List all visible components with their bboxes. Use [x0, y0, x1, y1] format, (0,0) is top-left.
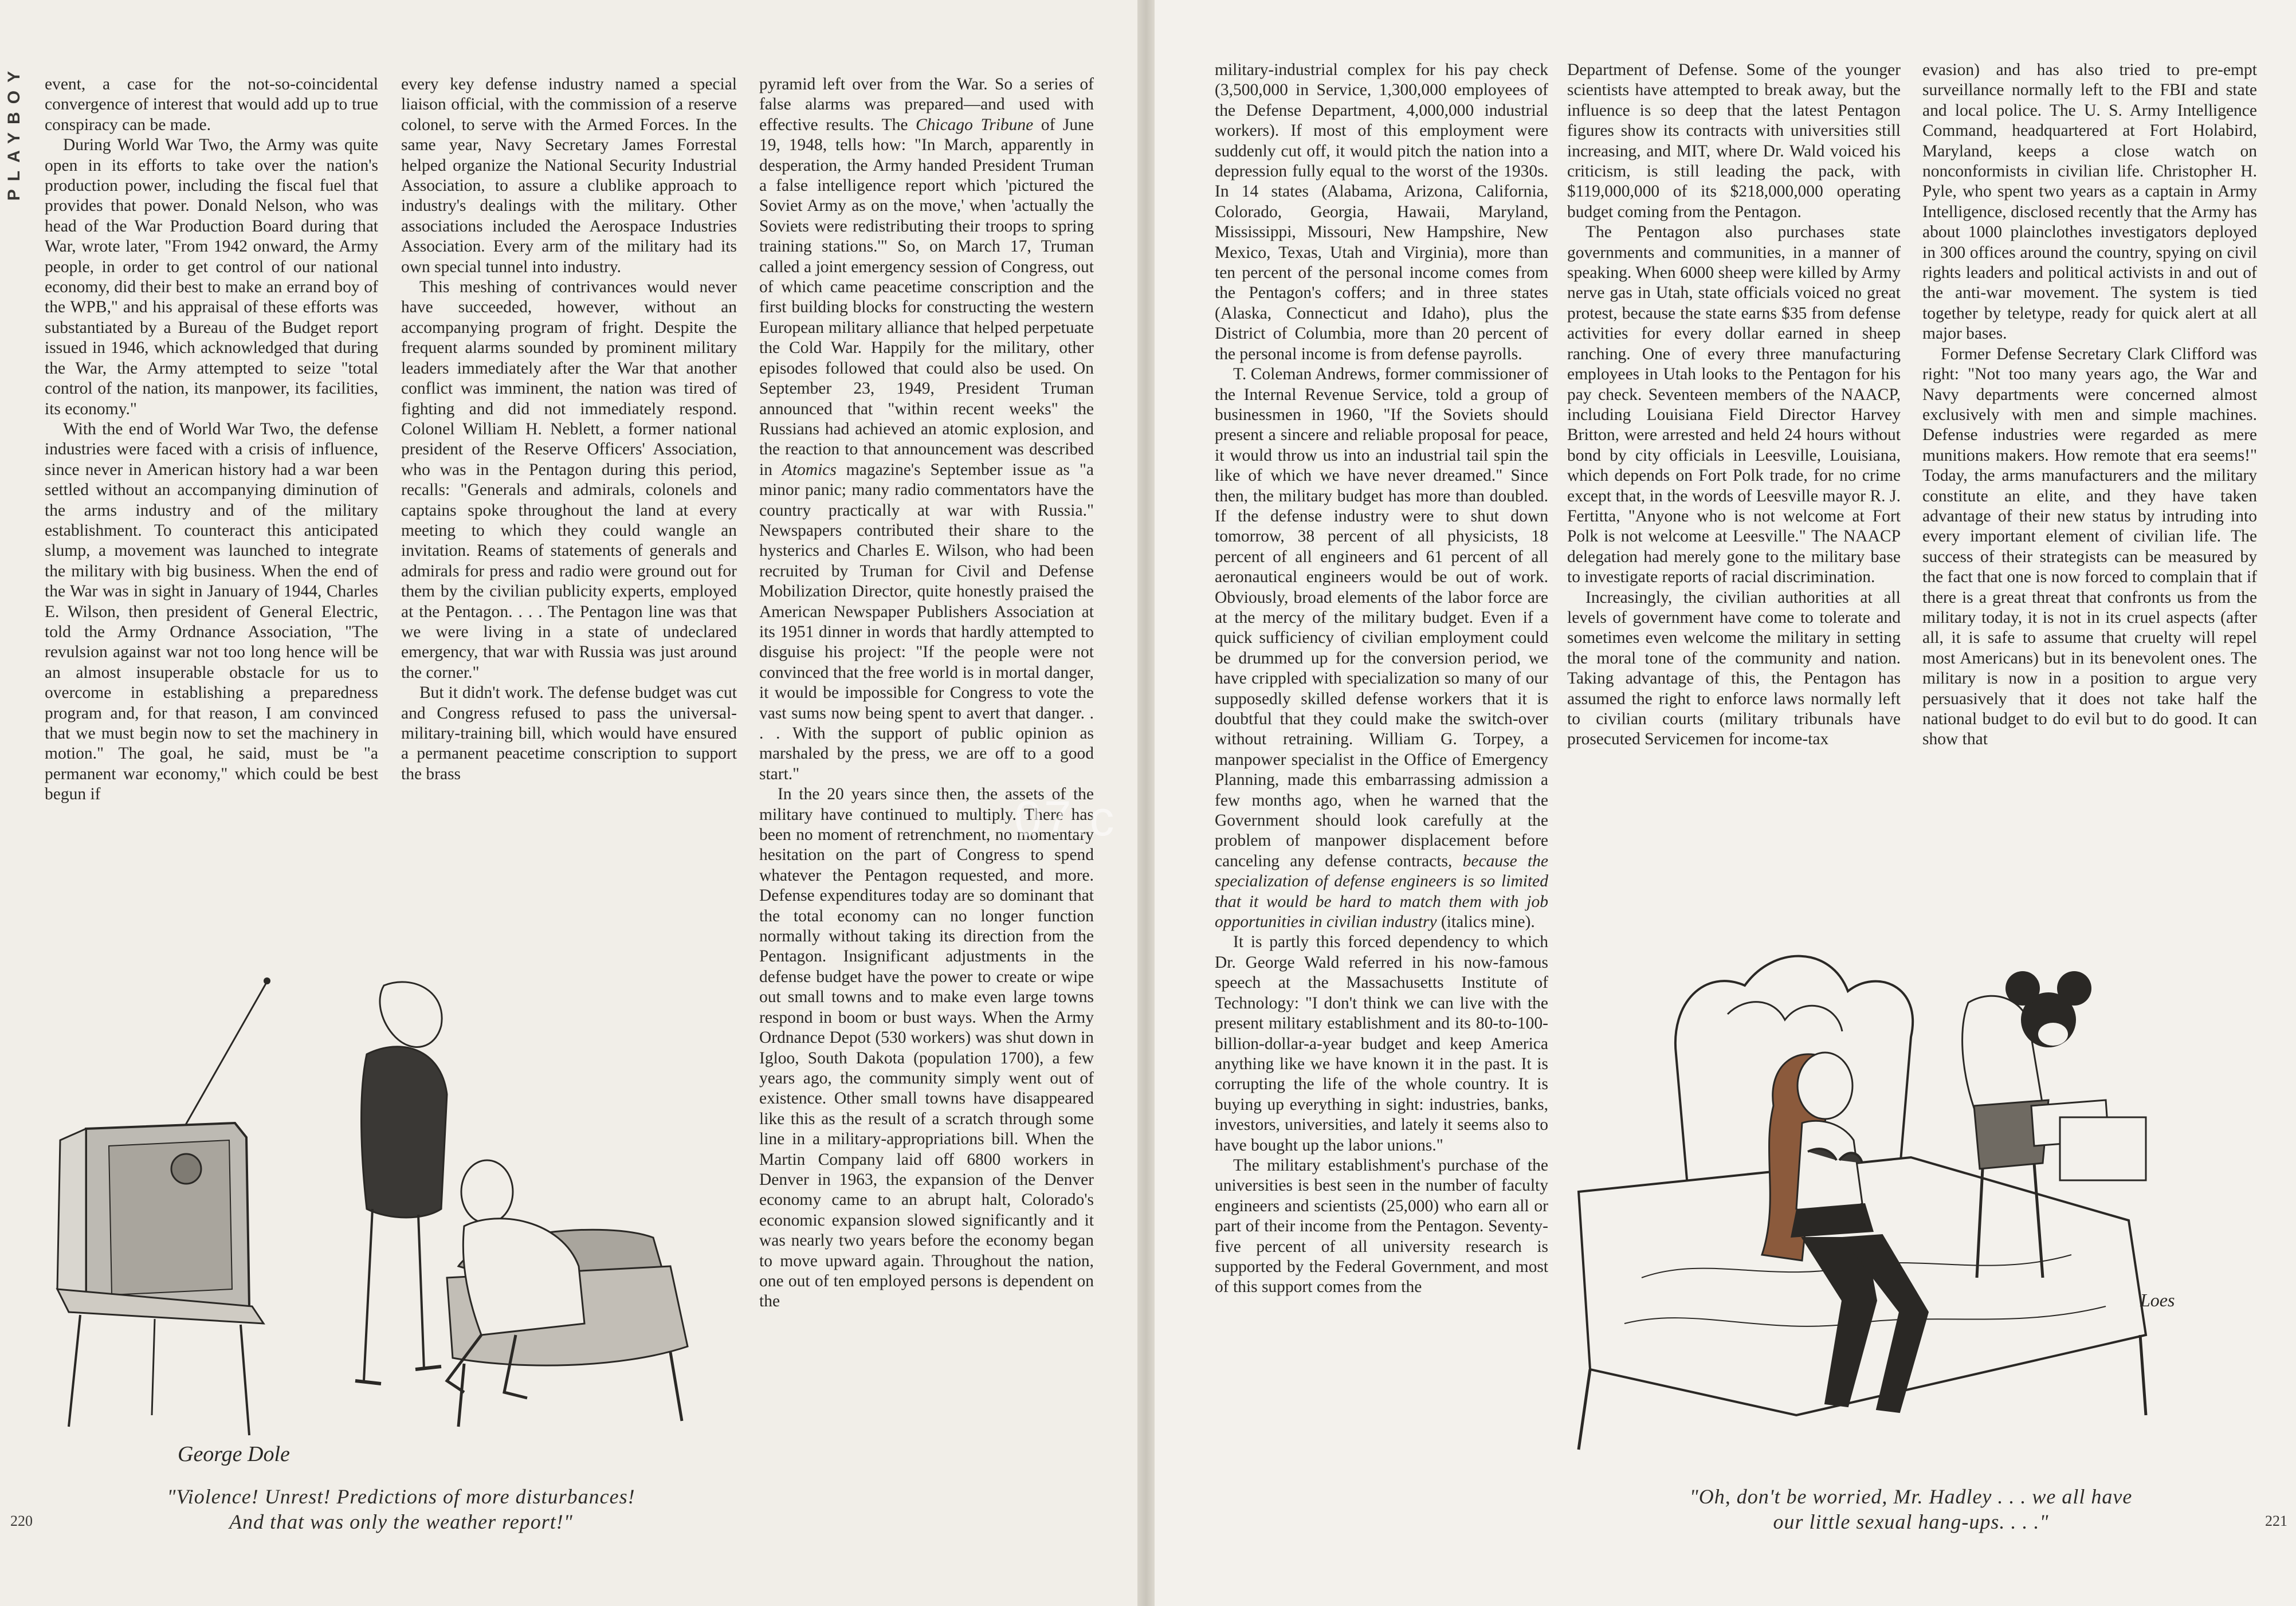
article-column-1	[45, 74, 378, 922]
text-run: magazine's September issue as "a minor panic; many radio commentators have the country practically at war with Russia." Newspapers contributed their share to the hysterics and Charles E. Wilson, who had been recruited by Truman for Civil and Defense Mobilization Director, quite honestly praised the American Newspaper Publishers Association at its 1951 dinner in words that hardly attempted to disguise his project: "If the people were not convinced that the free world is in mortal danger, it would be impossible for Congress to vote the vast sums now being spent to avert that danger. . . . With the support of public opinion as marshaled by the press, we are off to a good start."	[759, 460, 1094, 783]
page-number-right: 221	[2265, 1513, 2287, 1529]
publication-title: Chicago Tribune	[915, 115, 1034, 134]
article-column-2	[401, 74, 737, 922]
text-run: pyramid left over from the War. So a series of false alarms was prepared—and used with effective results. The	[759, 75, 1094, 134]
watermark: 07.c	[1014, 791, 1117, 846]
article-column-5	[1567, 60, 1901, 897]
magazine-masthead: PLAYBOY	[5, 63, 23, 201]
page-gutter	[1137, 0, 1155, 1606]
paragraph: With the end of World War Two, the defense industries were faced with a crisis of influence, since never in American history had a war been settled without an accompanying diminution of the arms industry and of the military establishment. To counteract this anticipated slump, a movement was launched to integrate the military with big business. When the end of the War was in sight in January of 1944, Charles E. Wilson, then president of General Electric, told the Army Ordnance Association, "The revulsion against war not too long hence will be an almost insuperable obstacle for us to overcome in establishing a preparedness program and, for that reason, I am convinced that we must begin now to set the machinery in motion." The goal, he said, must be "a permanent war economy," which could be best begun if	[45, 419, 378, 804]
paragraph: It is partly this forced dependency to which Dr. George Wald referred in his now-famous speech at the Massachusetts Institute of Technology: "I don't think we can live with the present military establishment and its 80-to-100-billion-dollar-a-year budget and keep America anything like we have known it in the past. It is corrupting the life of the whole country. It is buying up everything in sight: industries, banks, investors, universities, and lately it seems also to have bought up the labor unions."	[1215, 933, 1548, 1155]
paragraph: In the 20 years since then, the assets of the military have continued to multiply. There has been no moment of retrenchment, no momentary hesitation on the part of Congress to spend whatever the Pentagon requested, and more. Defense expenditures today are so dominant that the total economy can no longer function normally without taking its direction from the Pentagon. Insignificant adjustments in the defense budget have the power to create or wipe out small towns and to make even large towns respond in boom or bust ways. When the Army Ordnance Depot (530 workers) was shut down in Igloo, South Dakota (population 1700), a few years ago, the community simply went out of existence. Other small towns have disappeared like this as the result of a scratch through some line in a military-appropriations bill. When the Martin Company laid off 6800 workers in Denver in 1963, the expansion of the Denver economy came to an abrupt halt, Colorado's economic expansion slowed significantly and it was nearly two years before the economy began to move upward again. Throughout the nation, one out of ten employed persons is dependent on the	[759, 785, 1094, 1311]
paragraph: military-industrial complex for his pay check (3,500,000 in Service, 1,300,000 employees of the Defense Department, 4,000,000 industrial workers). If most of this employment were suddenly cut off, it would pitch the nation into a depression fully equal to the worst of the 1930s. In 14 states (Alabama, Arizona, California, Colorado, Georgia, Hawaii, Maryland, Mississippi, Missouri, New Hampshire, New Mexico, Texas, Utah and Virginia), more than ten percent of the personal income comes from the Pentagon's coffers; and in three states (Alaska, Connecticut and Idaho), plus the District of Columbia, more than 20 percent of the personal income is from defense payrolls.	[1215, 61, 1548, 363]
bedroom-cartoon	[1556, 934, 2266, 1473]
paragraph: During World War Two, the Army was quite open in its efforts to take over the nation's production power, including the fiscal fuel that provides that power. Donald Nelson, who was head of the War Production Board during that War, wrote later, "From 1942 onward, the Army people, in order to get control of our national economy, did their best to make an errand boy of the WPB," and his appraisal of these efforts was substantiated by a Bureau of the Budget report issued in 1946, which acknowledged that during the War, the Army attempted to seize "total control of the nation, its manpower, its facilities, its economy."	[45, 136, 378, 418]
paragraph: Increasingly, the civilian authorities at all levels of government have come to tolerate and sometimes even welcome the military in setting the moral tone of the community and nation. Taking advantage of this, the Pentagon has assumed the right to enforce laws normally left to civilian courts (military tribunals have prosecuted Servicemen for income-tax	[1567, 588, 1901, 749]
left-page	[0, 0, 1137, 1606]
text-run: T. Coleman Andrews, former commissioner of the Internal Revenue Service, told a group of businessmen in 1960, "If the Soviets should present a sincere and reliable proposal for peace, it would throw us into an industrial tail spin the like of which we have never dreamed." Since then, the military budget has more than doubled. If the defense industry were to shut down tomorrow, 38 percent of all physicists, 18 percent of all engineers and 61 percent of all aeronautical engineers would be out of work. Obviously, broad elements of the labor force are at the mercy of the military budget. Even if a quick sufficiency of civilian employment could be drummed up for the conversion period, we have crippled with specialization so many of our supposedly skilled defense workers that it is doubtful that they could make the switch-over without retraining. William G. Torpey, a manpower specialist in the Office of Emergency Planning, made this embarrassing admission a few months ago, when he warned that the Government should look carefully at the problem of manpower displacement before canceling any defense contracts,	[1215, 365, 1548, 870]
caption-line: "Oh, don't be worried, Mr. Hadley . . . we all have	[1689, 1485, 2133, 1508]
italic-quote: because the specialization of defense engineers is so limited that it would be hard to match them with job opportunities in civilian industry	[1215, 851, 1548, 932]
paragraph: The Pentagon also purchases state governments and communities, in a manner of speaking. When 6000 sheep were killed by Army nerve gas in Utah, state officials voiced no great protest, because the state earns $35 from defense activities for every dollar earned in sheep ranching. One of every three manufacturing employees in Utah looks to the Pentagon for his pay check. Seventeen members of the NAACP, including Louisiana Field Director Harvey Britton, were arrested and held 24 hours without bond by city officials in Leesville, Louisiana, which depends on Fort Polk trade, for no crime except that, in the words of Leesville mayor R. J. Fertitta, "Anyone who is not welcome at Fort Polk is not welcome at Leesville." The NAACP delegation had merely gone to the military base to investigate reports of racial discrimination.	[1567, 223, 1901, 587]
bedroom-cartoon-drawing	[1556, 934, 2266, 1473]
text-run: of June 19, 1948, tells how: "In March, apparently in desperation, the Army handed President Truman a false intelligence report which 'pictured the Soviet Army as on the move,' when 'actually the Soviets were redistributing their troops to spring training stations.'" So, on March 17, Truman called a joint emergency session of Congress, out of which came peacetime conscription and the first building blocks for constructing the western European military alliance that helped perpetuate the Cold War. Happily for the military, other episodes followed that could also be used. On September 23, 1949, President Truman announced that "within recent weeks" the Russians had achieved an atomic explosion, and the reaction to that announcement was described in	[759, 115, 1094, 479]
paragraph	[759, 74, 1094, 784]
article-column-4	[1215, 60, 1548, 1533]
right-page	[1155, 0, 2296, 1606]
cartoon-caption-right	[1556, 1484, 2266, 1534]
paragraph: But it didn't work. The defense budget was cut and Congress refused to pass the universal-military-training bill, which would have ensured a permanent peacetime conscription to support the brass	[401, 684, 737, 783]
paragraph: event, a case for the not-so-coincidental convergence of interest that would add up to true conspiracy can be made.	[45, 75, 378, 134]
publication-title: Atomics	[782, 460, 837, 479]
paragraph: Department of Defense. Some of the younger scientists have attempted to break away, but the influence is so deep that the latest Pentagon figures show its contracts with universities still increasing, and MIT, where Dr. Wald voiced his criticism, is still leading the pack, with $119,000,000 of its $218,000,000 operating budget coming from the Pentagon.	[1567, 61, 1901, 221]
caption-line: "Violence! Unrest! Predictions of more disturbances!	[167, 1485, 635, 1508]
tv-cartoon	[46, 968, 745, 1473]
caption-line: our little sexual hang-ups. . . ."	[1773, 1510, 2049, 1533]
caption-line: And that was only the weather report!"	[229, 1510, 573, 1533]
article-column-6	[1922, 60, 2257, 897]
page-number-left: 220	[10, 1513, 33, 1529]
tv-cartoon-drawing	[46, 968, 745, 1473]
paragraph	[1215, 364, 1548, 932]
cartoonist-signature: George Dole	[178, 1442, 290, 1466]
paragraph: every key defense industry named a special liaison official, with the commission of a reserve colonel, to serve with the Armed Forces. In the same year, Navy Secretary James Forrestal helped organize the National Security Industrial Association, to assure a clublike approach to industry's dealings with the military. Other associations included the Aerospace Industries Association. Every arm of the military had its own special tunnel into industry.	[401, 75, 737, 276]
paragraph: The military establishment's purchase of the universities is best seen in the number of faculty engineers and scientists (25,000) who earn all or part of their income from the Pentagon. Seventy-five percent of all university research is supported by the Federal Government, and most of this support comes from the	[1215, 1156, 1548, 1297]
paragraph: Former Defense Secretary Clark Clifford was right: "Not too many years ago, the War and Navy departments were concerned almost exclusively with men and simple machines. Defense industries were regarded as mere munitions makers. How remote that era seems!" Today, the arms manufacturers and the military constitute an elite, and they have taken advantage of their new status by intruding into every important element of civilian life. The success of their strategists can be measured by the fact that one is now forced to complain that if there is a great threat that confronts us from the military today, it is not in its cruel aspects (after all, it is safe to assume that cruelty will repel most Americans) but in its benevolent ones. The military is now in a position to argue very persuasively that it does not take half the national budget to do evil but to do good. It can show that	[1922, 344, 2257, 749]
paragraph: evasion) and has also tried to pre-empt surveillance normally left to the FBI and state and local police. The U. S. Army Intelligence Command, headquartered at Fort Holabird, Maryland, keeps a close watch on nonconformists in civilian life. Christopher H. Pyle, who spent two years as a captain in Army Intelligence, disclosed recently that the Army has about 1000 plainclothes investigators deployed in 300 offices around the country, spying on civil rights leaders and political activists in and out of the anti-war movement. The system is tied together by teletype, ready for quick alert at all major bases.	[1922, 61, 2257, 343]
cartoon-caption-left	[69, 1484, 733, 1534]
text-run: (italics mine).	[1437, 913, 1535, 932]
cartoonist-signature: Loes	[2140, 1290, 2175, 1310]
paragraph: This meshing of contrivances would never have succeeded, however, without an accompanying program of fright. Despite the frequent alarms sounded by prominent military leaders immediately after the War that another conflict was imminent, the nation was tired of fighting and did not immediately respond. Colonel William H. Neblett, a former national president of the Reserve Officers' Association, who was in the Pentagon during this period, recalls: "Generals and admirals, colonels and captains spoke throughout the land at every meeting to which they could wangle an invitation. Reams of statements of generals and admirals for press and radio were ground out for them by the civilian publicity experts, employed at the Pentagon. . . . The Pentagon line was that we were living in a state of undeclared emergency, that war with Russia was just around the corner."	[401, 278, 737, 682]
